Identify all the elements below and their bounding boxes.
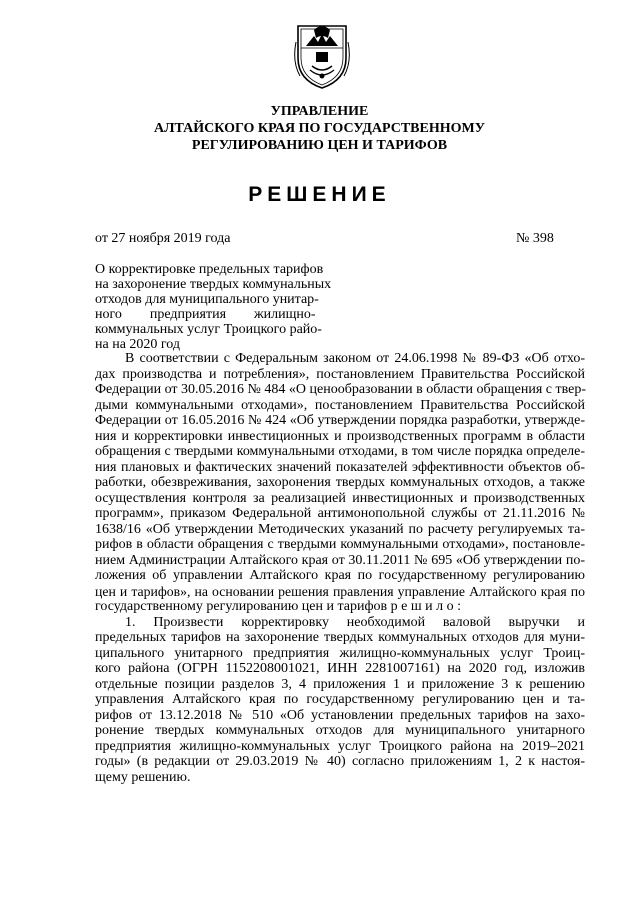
body-line: ципального унитарного предприятия жилищно-коммунальных услуг Троиц- [95,645,585,661]
body-line: щему решению. [95,769,191,785]
subject-line: отходов для муниципального унитар- [95,292,319,307]
body-line: Федерации от 16.05.2016 № 424 «Об утверждении порядка разработки, утвержде- [95,413,585,428]
body-line: В соответствии с Федеральным законом от 24.06.1998 № 89-ФЗ «Об отхо- [125,351,585,366]
body-line: рифов в области обращения с твердыми коммунальными отходами», постановле- [95,537,585,552]
document-date: от 27 ноября 2019 года [95,231,231,246]
body-line: цен и тарифов», на основании решения правления управление Алтайского края по [95,583,585,599]
body-line: 1638/16 «Об утверждении Методических указаний по расчету регулируемых та- [95,521,585,537]
document-number: № 398 [516,231,554,246]
body-line: дыми коммунальными отходами», постановлением Правительства Российской [95,397,585,413]
body-line: ния плановых и фактических значений показателей эффективности объектов об- [95,459,585,475]
body-line: Федерации от 30.05.2016 № 484 «О ценообразовании в области обращения с твер- [95,382,587,397]
body-line: обращения с твердыми коммунальными отходами, в том числе порядка определе- [95,444,585,459]
document-subject [95,262,331,352]
subject-line: ного предприятия жилищно- [95,307,316,322]
body-line: осуществления контроля за реализацией инвестиционных и производственных [95,490,585,506]
body-line: управления Алтайского края по государственному регулированию цен и та- [95,692,585,707]
subject-line: коммунальных услуг Троицкого райо- [95,322,322,337]
body-line: предельных тарифов на захоронение твердых коммунальных отходов для муни- [95,630,585,645]
document-body [95,351,585,785]
subject-line: на на 2020 год [95,337,181,352]
body-line: 1. Произвести корректировку необходимой валовой выручки и [125,614,585,630]
header-line-3: РЕГУЛИРОВАНИЮ ЦЕН И ТАРИФОВ [191,138,448,153]
body-line: ложения об управлении Алтайского края по государственному регулированию [95,568,585,583]
header-line-2: АЛТАЙСКОГО КРАЯ ПО ГОСУДАРСТВЕННОМУ [154,121,485,136]
body-line: дах производства и потребления», постановлением Правительства Российской [95,366,585,382]
body-line: годы» (в редакции от 29.03.2019 № 40) согласно приложениям 1, 2 к настоя- [95,754,585,769]
paragraph-decision-item-1 [95,615,585,786]
document-type-title: РЕШЕНИЕ [248,183,391,206]
issuing-authority-header [0,103,639,154]
header-line-1: УПРАВЛЕНИЕ [270,104,369,119]
body-line: программ», приказом Федеральной антимонопольной службы от 21.11.2016 № [95,506,585,521]
coat-of-arms-emblem [292,18,352,92]
subject-line: на захоронение твердых коммунальных [95,277,332,292]
subject-line: О корректировке предельных тарифов [95,262,324,277]
body-line: ронение твердых коммунальных отходов для муниципального унитарного [95,723,585,738]
paragraph-preamble [95,351,585,615]
body-line: рифов от 13.12.2018 № 510 «Об установлении предельных тарифов на захо- [95,707,585,723]
body-line: ния и корректировки инвестиционных и производственных программ в области [95,428,585,444]
body-line: нием Администрации Алтайского края от 30.11.2011 № 695 «Об утверждении по- [95,552,585,568]
body-line: работки, обезвреживания, захоронения твердых коммунальных отходов, а также [95,475,585,490]
body-line: кого района (ОГРН 1152208001021, ИНН 2281007161) на 2020 год, изложив [95,661,585,676]
body-line: отдельные позиции разделов 3, 4 приложения 1 и приложение 3 к решению [95,676,585,692]
body-line: предприятия жилищно-коммунальных услуг Троицкого района на 2019–2021 [95,738,585,754]
body-line: государственному регулированию цен и тарифов р е ш и л о : [95,599,462,614]
